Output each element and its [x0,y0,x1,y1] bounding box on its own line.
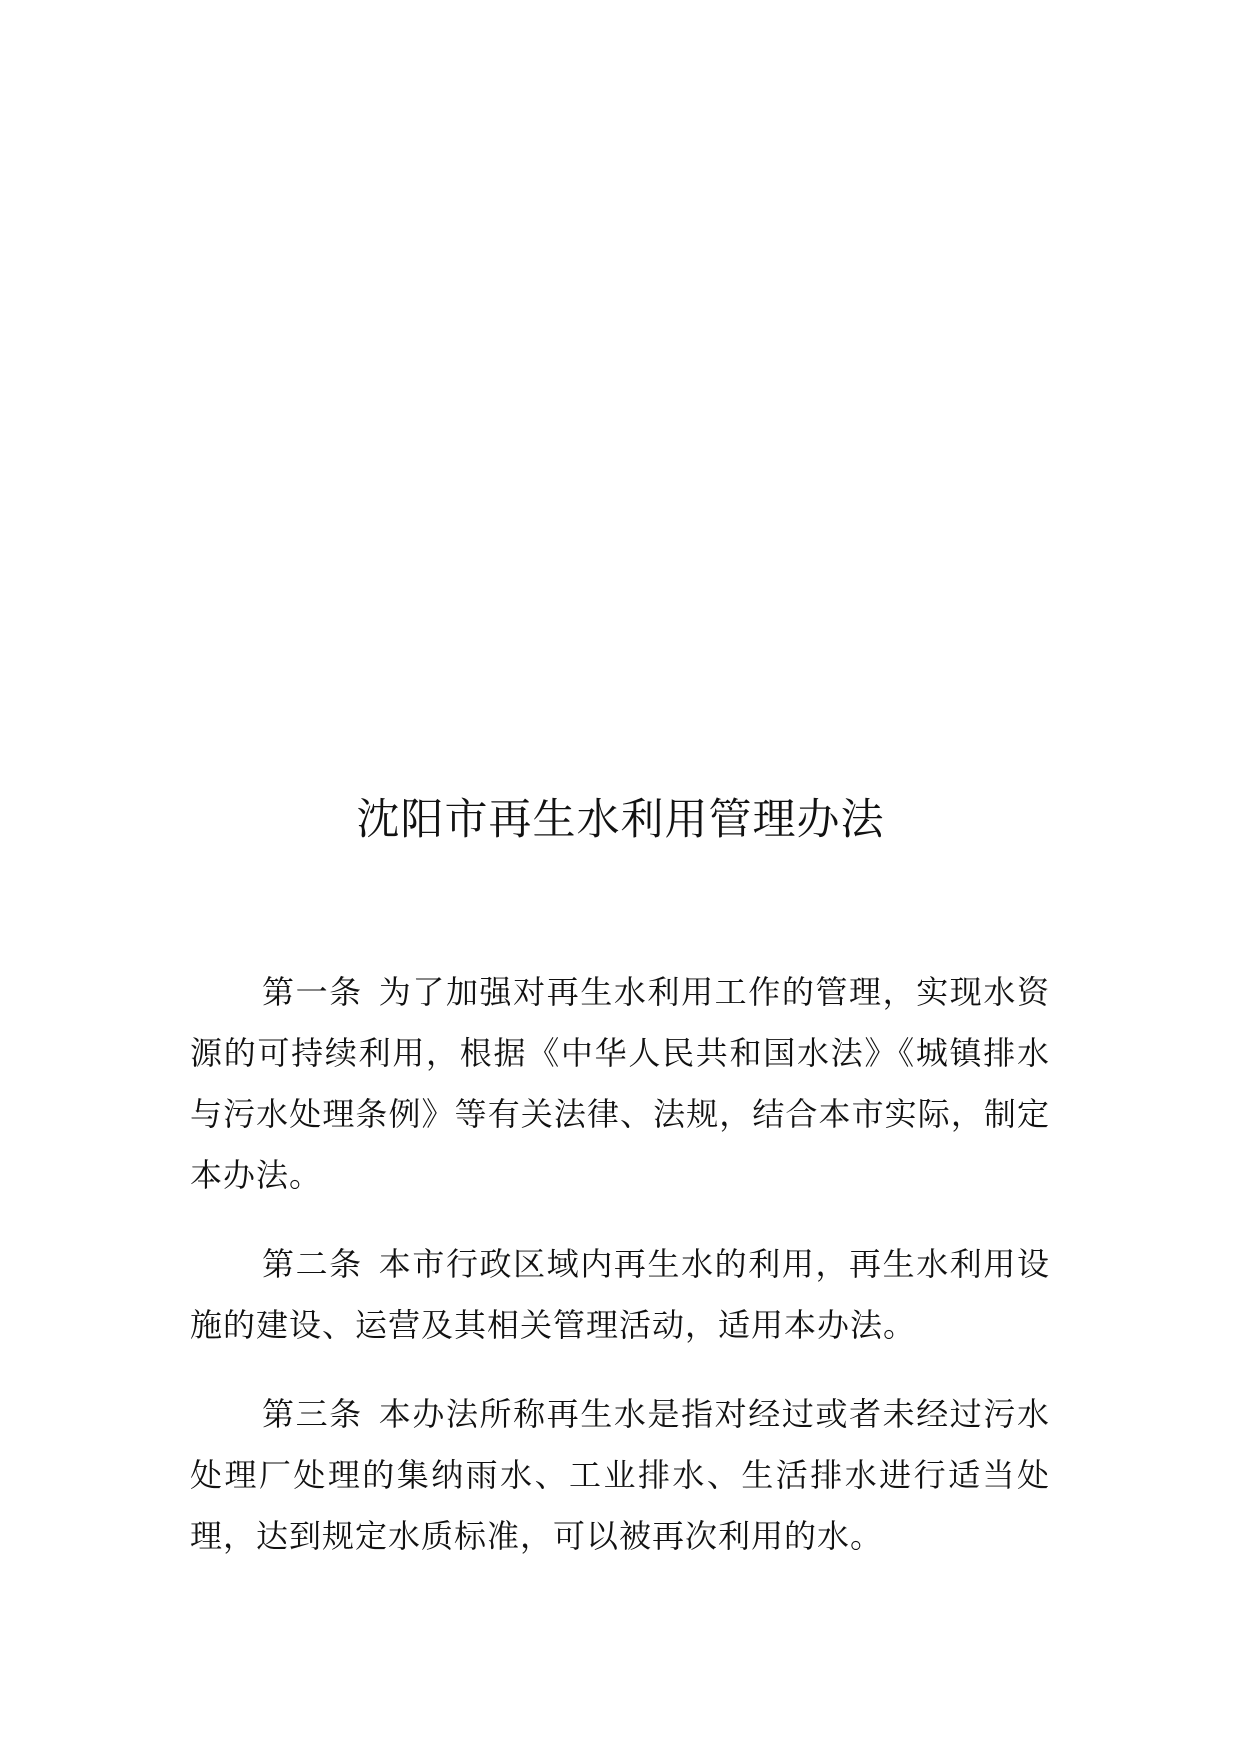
article-text: 本办法所称再生水是指对经过或者未经过污水处理厂处理的集纳雨水、工业排水、生活排水进行适当处理，达到规定水质标准，可以被再次利用的水。 [190,1395,1050,1555]
document-title: 沈阳市再生水利用管理办法 [356,795,885,845]
article-number: 第三条 [262,1395,363,1433]
article-3 [190,1384,1050,1567]
article-text: 本市行政区域内再生水的利用，再生水利用设施的建设、运营及其相关管理活动，适用本办法。 [190,1245,1050,1344]
article-text: 为了加强对再生水利用工作的管理，实现水资源的可持续利用，根据《中华人民共和国水法》《城镇排水与污水处理条例》等有关法律、法规，结合本市实际，制定本办法。 [190,973,1050,1194]
article-number: 第一条 [262,973,363,1011]
document-body [190,962,1050,1595]
article-1 [190,962,1050,1206]
article-2 [190,1234,1050,1356]
article-number: 第二条 [262,1245,363,1283]
